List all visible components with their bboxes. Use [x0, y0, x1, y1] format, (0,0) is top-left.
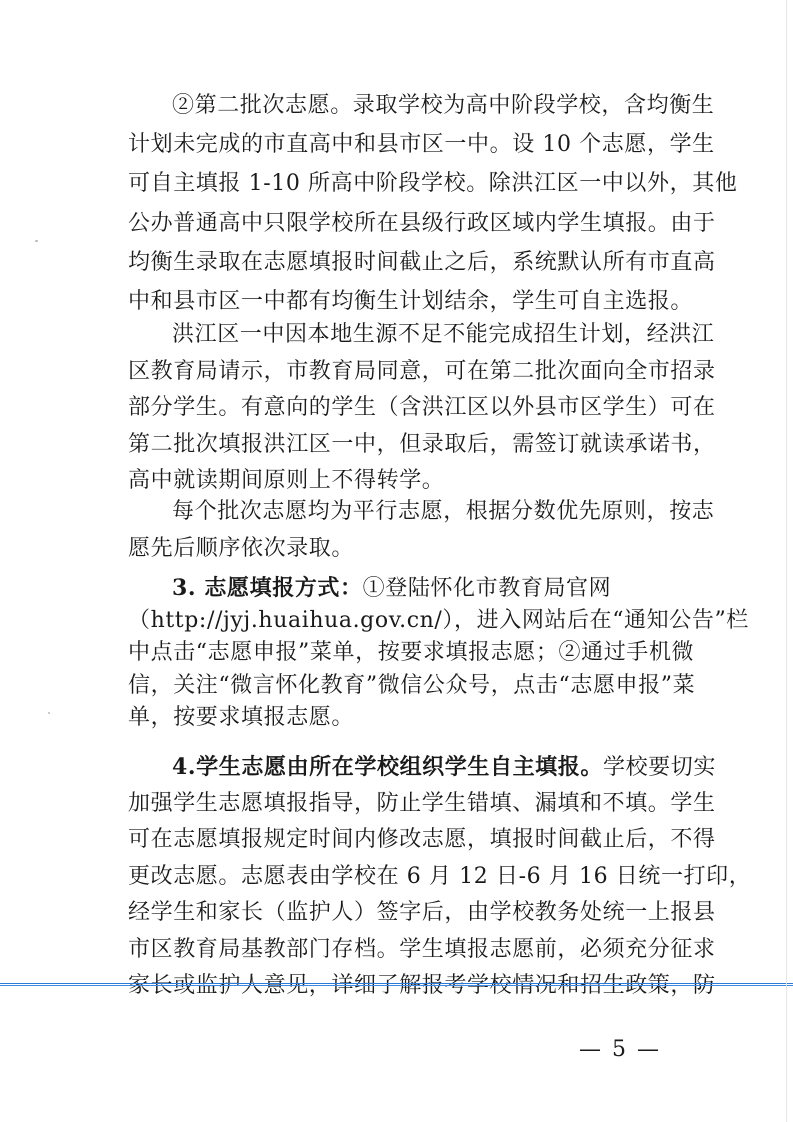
text-run: ①登陆怀化市教育局官网	[362, 576, 612, 601]
text-line: 中点击“志愿申报”菜单，按要求填报志愿；②通过手机微	[128, 640, 695, 665]
text-line: 可自主填报 1-10 所高中阶段学校。除洪江区一中以外，其他	[128, 171, 738, 197]
text-line: 均衡生录取在志愿填报时间截止之后，系统默认所有市直高	[128, 249, 716, 275]
text-line: 高中就读期间原则上不得转学。	[128, 468, 445, 493]
text-line: 第二批次填报洪江区一中，但录取后，需签订就读承诺书，	[128, 431, 716, 457]
text-line: 区教育局请示，市教育局同意，可在第二批次面向全市招录	[128, 358, 716, 384]
text-line: 可在志愿填报规定时间内修改志愿，填报时间截止后，不得	[128, 827, 716, 852]
text-line	[172, 752, 716, 783]
scan-divider-line	[0, 983, 793, 986]
text-line: 愿先后顺序依次录取。	[128, 535, 355, 561]
text-line: 经学生和家长（监护人）签字后，由学校教务处统一上报县	[128, 900, 716, 925]
text-line: （http://jyj.huaihua.gov.cn/），进入网站后在“通知公告”栏	[128, 607, 749, 633]
text-line: 中和县市区一中都有均衡生计划结余，学生可自主选报。	[128, 289, 694, 314]
section-heading: 4.学生志愿由所在学校组织学生自主填报。	[172, 754, 603, 780]
text-run: 学校要切实	[602, 755, 716, 780]
text-line	[128, 971, 668, 1001]
page-edge	[786, 0, 787, 1122]
text-line: 每个批次志愿均为平行志愿，根据分数优先原则，按志	[172, 499, 715, 524]
text-line: 信，关注“微言怀化教育”微信公众号，点击“志愿申报”菜	[128, 672, 696, 698]
text-line: 公办普通高中只限学校所在县级行政区域内学生填报。由于	[128, 210, 716, 236]
page-number: — 5 —	[579, 1037, 661, 1062]
section-heading: 3. 志愿填报方式：	[172, 575, 363, 601]
text-line: 市区教育局基教部门存档。学生填报志愿前，必须充分征求	[128, 936, 716, 962]
text-line: 洪江区一中因本地生源不足不能完成招生计划，经洪江	[172, 322, 715, 347]
text-line	[172, 573, 668, 604]
scan-speck	[35, 240, 38, 242]
text-line: 单，按要求填报志愿。	[128, 705, 355, 730]
text-line: 加强学生志愿填报指导，防止学生错填、漏填和不填。学生	[128, 790, 716, 816]
text-line: 计划未完成的市直高中和县市区一中。设 10 个志愿，学生	[128, 132, 715, 158]
scan-speck	[48, 712, 50, 714]
text-line: ②第二批次志愿。录取学校为高中阶段学校，含均衡生	[172, 93, 715, 118]
text-line: 更改志愿。志愿表由学校在 6 月 12 日-6 月 16 日统一打印，	[128, 863, 752, 889]
text-line: 部分学生。有意向的学生（含洪江区以外县市区学生）可在	[128, 395, 716, 420]
